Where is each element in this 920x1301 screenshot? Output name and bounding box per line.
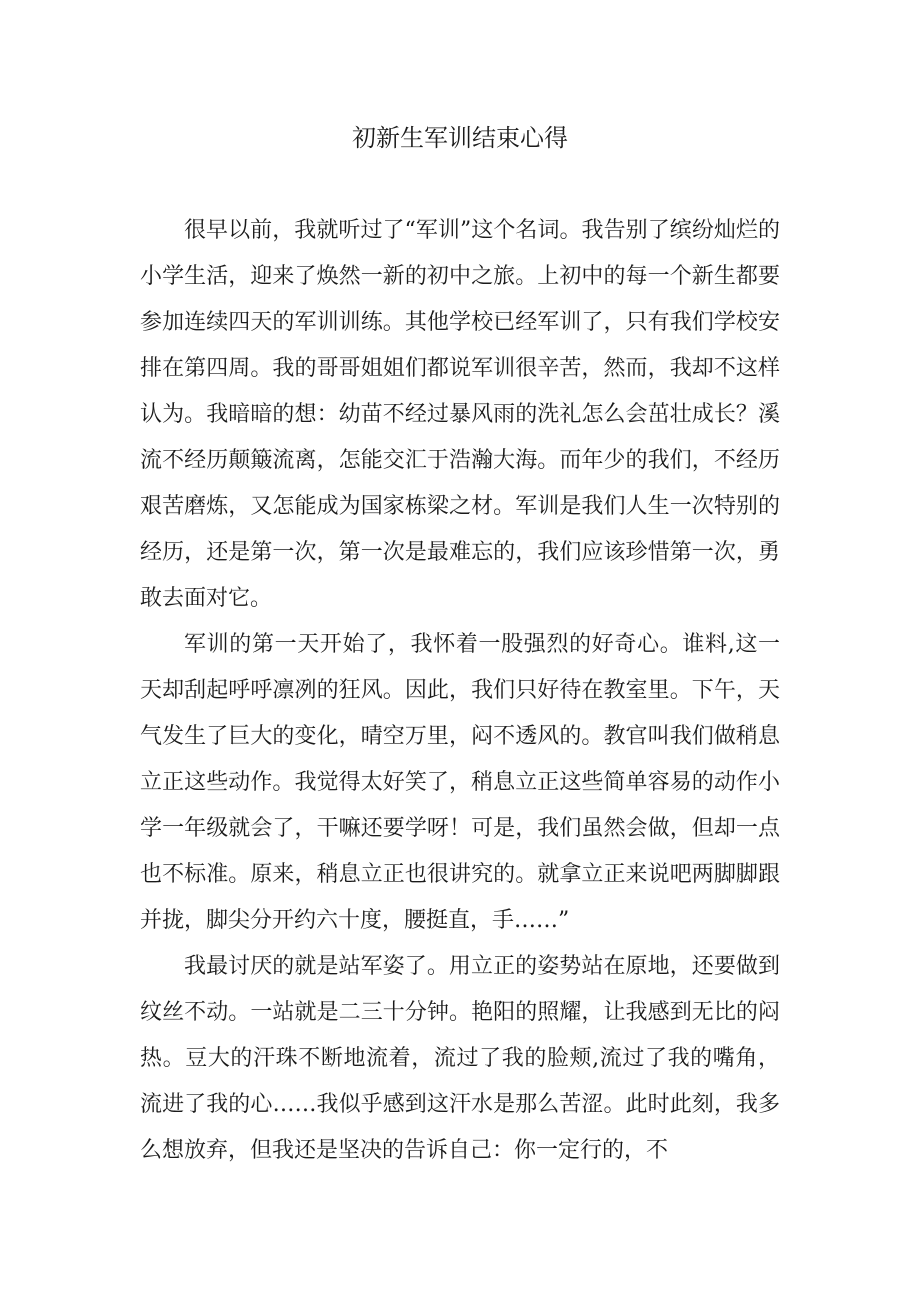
paragraph-3: 我最讨厌的就是站军姿了。用立正的姿势站在原地，还要做到纹丝不动。一站就是二三十分钟。艳阳的照耀，让我感到无比的闷热。豆大的汗珠不断地流着，流过了我的脸颊,流过了我的嘴角，流进了我的心……我似乎感到这汗水是那么苦涩。此时此刻，我多么想放弃，但我还是坚决的告诉自己：你一定行的，不 bbox=[140, 954, 780, 1163]
document-title: 初新生军训结束心得 bbox=[352, 124, 568, 152]
document-body bbox=[140, 208, 780, 1174]
paragraph-1: 很早以前，我就听过了“军训”这个名词。我告别了缤纷灿烂的小学生活，迎来了焕然一新的初中之旅。上初中的每一个新生都要参加连续四天的军训训练。其他学校已经军训了，只有我们学校安排在第四周。我的哥哥姐姐们都说军训很辛苦，然而，我却不这样认为。我暗暗的想：幼苗不经过暴风雨的洗礼怎么会茁壮成长？溪流不经历颠簸流离，怎能交汇于浩瀚大海。而年少的我们，不经历艰苦磨炼，又怎能成为国家栋梁之材。军训是我们人生一次特别的经历，还是第一次，第一次是最难忘的，我们应该珍惜第一次，勇敢去面对它。 bbox=[140, 218, 780, 611]
paragraph-2: 军训的第一天开始了，我怀着一股强烈的好奇心。谁料,这一天却刮起呼呼凛冽的狂风。因此，我们只好待在教室里。下午，天气发生了巨大的变化，晴空万里，闷不透风的。教官叫我们做稍息立正这些动作。我觉得太好笑了，稍息立正这些简单容易的动作小学一年级就会了，干嘛还要学呀！可是，我们虽然会做，但却一点也不标准。原来，稍息立正也很讲究的。就拿立正来说吧两脚脚跟并拢，脚尖分开约六十度，腰挺直，手……” bbox=[140, 632, 780, 933]
